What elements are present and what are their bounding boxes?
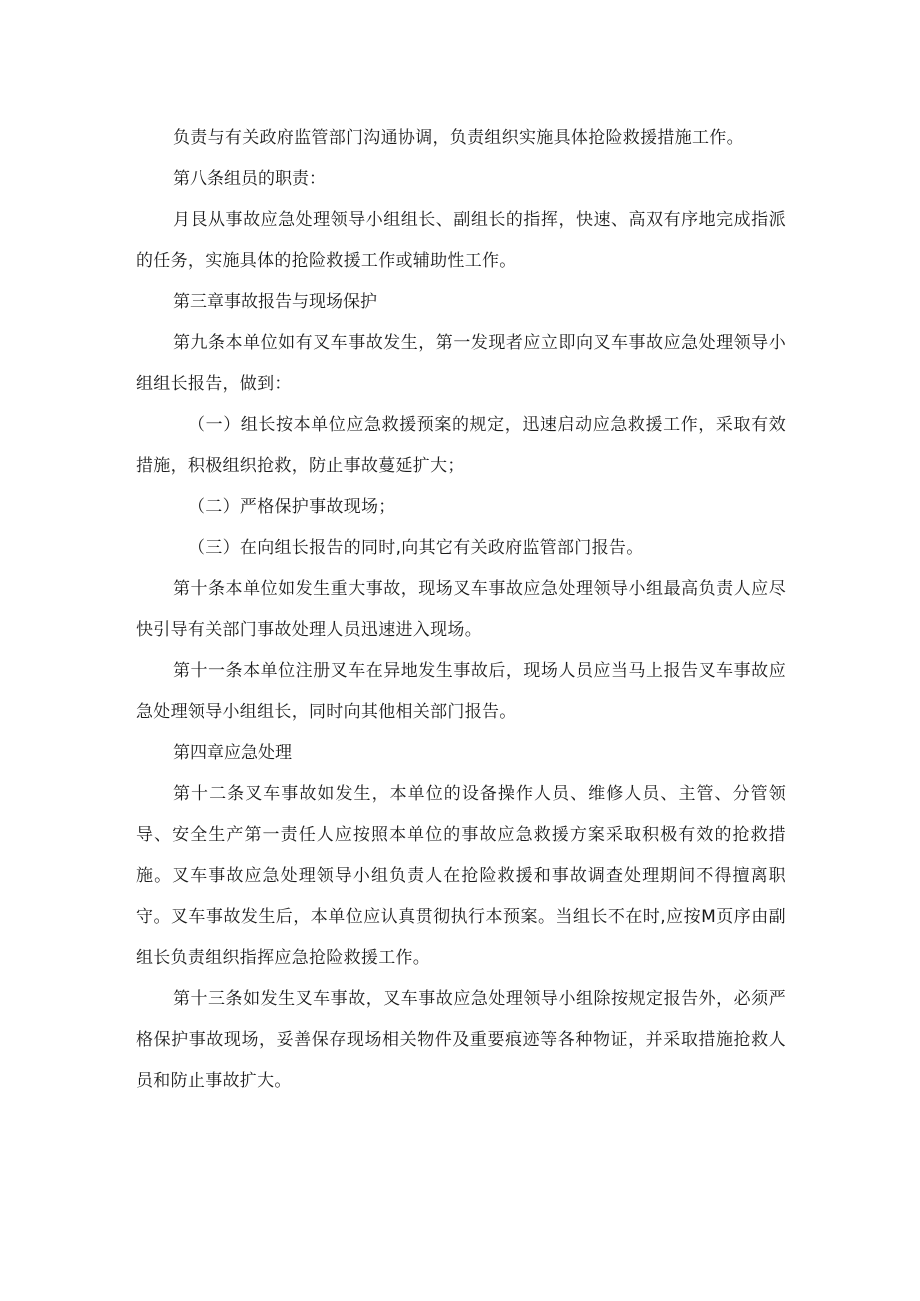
- article-8-heading: 第八条组员的职责：: [173, 169, 326, 189]
- list-item-1: （一）组长按本单位应急救援预案的规定，迅速启动应急救援工作，采取有效措施，积极组织抢救，防止事故蔓延扩大；: [136, 415, 786, 476]
- paragraph-article-13: 第十三条如发生叉车事故，叉车事故应急处理领导小组除按规定报告外，必须严格保护事故现场，妥善保存现场相关物件及重要痕迹等各种物证，并采取措施抢救人员和防止事故扩大。: [136, 989, 786, 1091]
- paragraph-member-duties: 月艮从事故应急处理领导小组组长、副组长的指挥，快速、高双有序地完成指派的任务，实施具体的抢险救援工作或辅助性工作。: [136, 210, 786, 271]
- paragraph-article-11: 第十一条本单位注册叉车在异地发生事故后，现场人员应当马上报告叉车事故应急处理领导小组组长，同时向其他相关部门报告。: [136, 661, 786, 722]
- paragraph-article-10: 第十条本单位如发生重大事故，现场叉车事故应急处理领导小组最高负责人应尽快引导有关部门事故处理人员迅速进入现场。: [136, 579, 786, 640]
- list-item-2: （二）严格保护事故现场；: [188, 497, 396, 517]
- chapter-3-heading: 第三章事故报告与现场保护: [173, 292, 377, 312]
- list-item-3: （三）在向组长报告的同时,向其它有关政府监管部门报告。: [188, 538, 644, 558]
- paragraph-responsibility: 负责与有关政府监管部门沟通协调，负责组织实施具体抢险救援措施工作。: [173, 128, 744, 148]
- paragraph-article-12: 第十二条叉车事故如发生，本单位的设备操作人员、维修人员、主管、分管领导、安全生产第一责任人应按照本单位的事故应急救援方案采取积极有效的抢救措施。叉车事故应急处理领导小组负责人在抢险救援和事故调查处理期间不得擅离职守。叉车事故发生后，本单位应认真贯彻执行本预案。当组长不在时,应按M页序由副组长负责组织指挥应急抢险救援工作。: [136, 784, 786, 968]
- chapter-4-heading: 第四章应急处理: [173, 743, 292, 763]
- paragraph-article-9: 第九条本单位如有叉车事故发生，第一发现者应立即向叉车事故应急处理领导小组组长报告，做到：: [136, 333, 786, 394]
- document-body: [136, 118, 786, 1102]
